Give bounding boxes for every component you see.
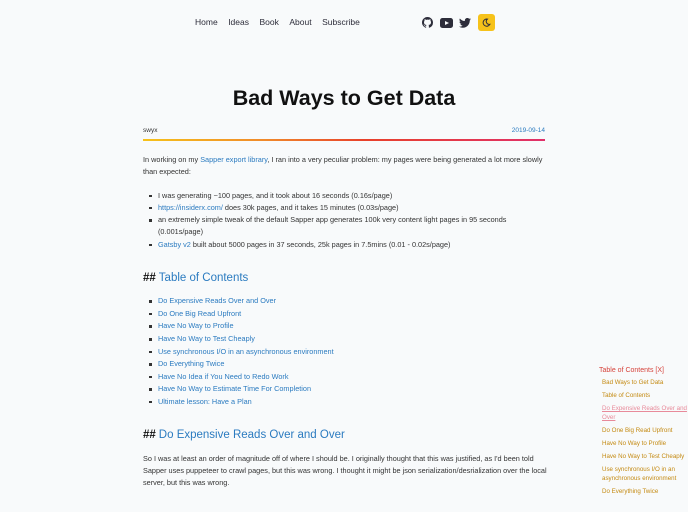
post-body xyxy=(143,154,548,500)
floating-toc-close[interactable]: Table of Contents [X] xyxy=(599,367,664,374)
list-item: Gatsby v2 built about 5000 pages in 37 seconds, 25k pages in 7.5mins (0.01 - 0.02s/page) xyxy=(149,239,548,251)
page-title: Bad Ways to Get Data xyxy=(232,86,456,110)
toc-item: Do Expensive Reads Over and Over xyxy=(149,295,548,308)
nav-subscribe[interactable]: Subscribe xyxy=(322,17,360,27)
toc-item: Have No Way to Profile xyxy=(149,320,548,333)
post-meta xyxy=(143,127,545,137)
toc-item: Do Everything Twice xyxy=(149,358,548,371)
sapper-export-link[interactable]: Sapper export library xyxy=(200,155,268,164)
list-item: https://insiderx.com/ does 30k pages, and it takes 15 minutes (0.03s/page) xyxy=(149,202,548,214)
post-date[interactable]: 2019-09-14 xyxy=(511,127,545,134)
github-icon[interactable] xyxy=(420,16,434,30)
nav-ideas[interactable]: Ideas xyxy=(228,17,249,27)
social-icons xyxy=(420,14,495,31)
floating-toc xyxy=(599,367,688,501)
author: swyx xyxy=(143,127,158,134)
gatsby-link[interactable]: Gatsby v2 xyxy=(158,239,191,249)
insiderx-link[interactable]: https://insiderx.com/ xyxy=(158,202,223,212)
section-heading-link[interactable]: Do Expensive Reads Over and Over xyxy=(158,429,345,442)
floating-toc-item[interactable]: Bad Ways to Get Data xyxy=(602,378,664,386)
floating-toc-item[interactable]: Table of Contents xyxy=(602,391,651,399)
nav-book[interactable]: Book xyxy=(259,17,279,27)
toc-heading-link[interactable]: Table of Contents xyxy=(158,272,249,285)
floating-toc-item[interactable]: Have No Way to Test Cheaply xyxy=(602,452,685,460)
theme-toggle-button[interactable] xyxy=(478,14,495,31)
twitter-icon[interactable] xyxy=(458,16,472,30)
list-item: I was generating ~100 pages, and it took about 16 seconds (0.16s/page) xyxy=(149,190,548,202)
nav-about[interactable]: About xyxy=(289,17,312,27)
toc-list xyxy=(149,295,548,408)
nav-links xyxy=(195,17,370,27)
floating-toc-item[interactable]: Use synchronous I/O in an asynchronous environment xyxy=(602,465,677,482)
list-item: an extremely simple tweak of the default Sapper app generates 100k very content light pages in 95 seconds (0.001s/page) xyxy=(149,214,548,239)
toc-item: Ultimate lesson: Have a Plan xyxy=(149,396,548,409)
floating-toc-item[interactable]: Have No Way to Profile xyxy=(602,439,667,447)
toc-heading: ## Table of Contents xyxy=(143,272,249,285)
floating-toc-item[interactable]: Do One Big Read Upfront xyxy=(602,426,673,434)
toc-item: Use synchronous I/O in an asynchronous environment xyxy=(149,346,548,359)
floating-toc-item[interactable]: Do Everything Twice xyxy=(602,487,659,495)
section-heading: ## Do Expensive Reads Over and Over xyxy=(143,429,345,442)
section-paragraph: So I was at least an order of magnitude off of where I should be. I originally thought that this was justified, as I'd been told Sapper uses puppeteer to crawl pages, but this was wrong. I thought it might be json serialization/desrialization over the local server, but this was wrong. xyxy=(143,453,547,488)
toc-item: Have No Way to Estimate Time For Completion xyxy=(149,383,548,396)
top-nav xyxy=(0,14,688,32)
youtube-icon[interactable] xyxy=(439,16,453,30)
nav-home[interactable]: Home xyxy=(195,17,218,27)
toc-item: Have No Way to Test Cheaply xyxy=(149,333,548,346)
toc-item: Have No Idea if You Need to Redo Work xyxy=(149,371,548,384)
intro-paragraph: In working on my Sapper export library, I ran into a very peculiar problem: my pages were being generated a lot more slowly than expected: xyxy=(143,155,543,177)
floating-toc-item-active[interactable]: Do Expensive Reads Over and Over xyxy=(602,404,687,421)
stats-list xyxy=(149,190,548,251)
gradient-divider xyxy=(143,139,545,141)
toc-item: Do One Big Read Upfront xyxy=(149,308,548,321)
moon-icon xyxy=(482,14,491,32)
